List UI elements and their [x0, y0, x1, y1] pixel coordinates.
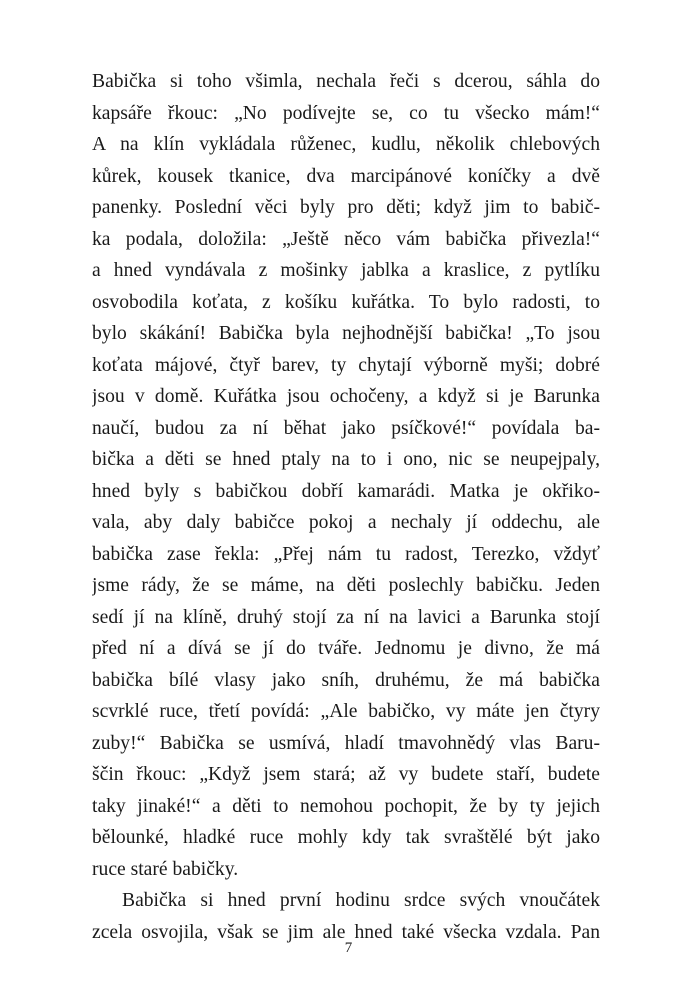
- page-number: 7: [344, 940, 353, 956]
- text-line: scvrklé ruce, třetí povídá: „Ale babičko, vy máte jen čtyry: [92, 701, 600, 722]
- text-line: jsme rády, že se máme, na děti poslechly babičku. Jeden: [92, 575, 600, 596]
- text-line: koťata májové, čtyř barev, ty chytají výborně myši; dobré: [92, 354, 600, 376]
- text-line: kůrek, kousek tkanice, dva marcipánové koníčky a dvě: [92, 165, 600, 187]
- text-line: sedí jí na klíně, druhý stojí za ní na lavici a Barunka stojí: [92, 606, 600, 628]
- text-line: a hned vyndávala z mošinky jablka a kraslice, z pytlíku: [92, 260, 600, 281]
- text-line: před ní a dívá se jí do tváře. Jednomu je divno, že má: [92, 638, 600, 659]
- text-line: vala, aby daly babičce pokoj a nechaly jí oddechu, ale: [92, 512, 600, 533]
- text-line: babička bílé vlasy jako sníh, druhému, že má babička: [92, 669, 600, 691]
- text-line: bělounké, hladké ruce mohly kdy tak svraštělé být jako: [92, 827, 600, 848]
- text-line: zuby!“ Babička se usmívá, hladí tmavohnědý vlas Baru-: [92, 732, 600, 754]
- paragraph-start-line: Babička si hned první hodinu srdce svých vnoučátek: [122, 890, 600, 911]
- text-line: panenky. Poslední věci byly pro děti; když jim to babič-: [92, 197, 600, 218]
- text-line: taky jinaké!“ a děti to nemohou pochopit, že by ty jejich: [92, 795, 600, 817]
- text-line: hned byly s babičkou dobří kamarádi. Matka je okřiko-: [92, 480, 600, 502]
- text-line: A na klín vykládala růženec, kudlu, několik chlebových: [92, 134, 600, 155]
- text-line: bylo skákání! Babička byla nejhodnější babička! „To jsou: [92, 323, 600, 344]
- text-line: ščin řkouc: „Když jsem stará; až vy budete staří, budete: [92, 764, 600, 785]
- text-line: babička zase řekla: „Přej nám tu radost, Terezko, vždyť: [92, 543, 600, 565]
- text-line: osvobodila koťata, z košíku kuřátka. To bylo radosti, to: [92, 291, 600, 313]
- text-line: zcela osvojila, však se jim ale hned také všecka vzdala. Pan: [92, 921, 600, 943]
- text-line: ka podala, doložila: „Ještě něco vám babička přivezla!“: [92, 228, 600, 250]
- text-line: naučí, budou za ní běhat jako psíčkové!“ povídala ba-: [92, 417, 600, 439]
- body-text: [92, 66, 600, 948]
- text-line: jsou v domě. Kuřátka jsou ochočeny, a když si je Barunka: [92, 386, 600, 407]
- text-line: Babička si toho všimla, nechala řeči s dcerou, sáhla do: [92, 71, 600, 92]
- text-line: bička a děti se hned ptaly na to i ono, nic se neupejpaly,: [92, 449, 600, 470]
- text-line: kapsáře řkouc: „No podívejte se, co tu všecko mám!“: [92, 102, 600, 124]
- paragraph-end-line: ruce staré babičky.: [92, 858, 239, 880]
